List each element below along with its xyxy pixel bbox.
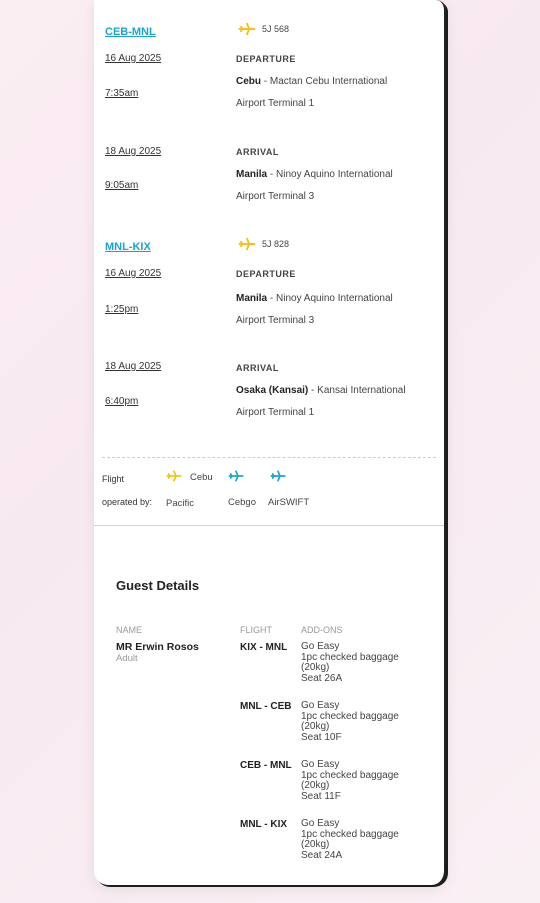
section-divider xyxy=(102,457,436,458)
leg-kind: DEPARTURE xyxy=(236,269,296,279)
addon-item: (20kg) xyxy=(301,780,330,791)
departure-time: 1:25pm xyxy=(105,304,139,315)
airport-name: Osaka (Kansai) - Kansai International xyxy=(236,385,406,396)
carrier-name: AirSWIFT xyxy=(268,497,310,508)
carrier-name: Cebgo xyxy=(228,497,256,508)
addon-item: (20kg) xyxy=(301,662,330,673)
addon-item: 1pc checked baggage xyxy=(301,769,399,781)
flight-code: KIX - MNL xyxy=(240,642,288,653)
airport-terminal: Airport Terminal 1 xyxy=(236,407,315,418)
arrival-date: 18 Aug 2025 xyxy=(105,361,162,372)
plane-icon xyxy=(238,22,256,36)
addons-list xyxy=(301,642,399,684)
addon-item: Go Easy xyxy=(301,759,340,770)
leg-kind: DEPARTURE xyxy=(236,54,296,64)
column-header-name: NAME xyxy=(116,625,143,635)
carrier-name: Pacific xyxy=(166,498,194,509)
plane-icon xyxy=(238,237,256,251)
operated-by-label: operated by: xyxy=(102,497,153,507)
departure-time: 7:35am xyxy=(105,88,139,99)
airport-name: Manila - Ninoy Aquino International xyxy=(236,169,393,180)
addons-list xyxy=(301,760,399,802)
addon-item: Go Easy xyxy=(301,641,340,652)
section-title: Guest Details xyxy=(116,578,200,593)
addon-item: Seat 10F xyxy=(301,731,342,743)
airport-name: Manila - Ninoy Aquino International xyxy=(236,293,393,304)
addon-item: Go Easy xyxy=(301,818,340,829)
flight-number xyxy=(238,237,289,251)
flight-code: MNL - CEB xyxy=(240,701,292,712)
flight-code: CEB - MNL xyxy=(240,760,292,771)
airport-name: Cebu - Mactan Cebu International xyxy=(236,76,388,87)
route-code[interactable]: MNL-KIX xyxy=(105,241,151,253)
addon-item: Go Easy xyxy=(301,700,340,711)
departure-date: 16 Aug 2025 xyxy=(105,53,162,64)
addon-item: 1pc checked baggage xyxy=(301,651,399,663)
addon-item: (20kg) xyxy=(301,721,330,732)
section-divider xyxy=(94,525,444,526)
addon-item: Seat 26A xyxy=(301,672,343,684)
cebu-pacific-logo-icon xyxy=(166,469,182,483)
carrier-name: Cebu xyxy=(190,472,213,483)
addon-item: 1pc checked baggage xyxy=(301,828,399,840)
leg-kind: ARRIVAL xyxy=(236,147,279,157)
flight-label: Flight xyxy=(102,474,125,484)
airport-terminal: Airport Terminal 1 xyxy=(236,98,315,109)
itinerary-card xyxy=(94,0,446,885)
addons-list xyxy=(301,819,399,861)
airport-terminal: Airport Terminal 3 xyxy=(236,315,315,326)
addon-item: 1pc checked baggage xyxy=(301,710,399,722)
arrival-date: 18 Aug 2025 xyxy=(105,146,162,157)
addons-list xyxy=(301,701,399,743)
guest-type: Adult xyxy=(116,653,138,664)
flight-number-text: 5J 828 xyxy=(262,239,290,249)
departure-date: 16 Aug 2025 xyxy=(105,268,162,279)
flight-number-text: 5J 568 xyxy=(262,24,290,34)
column-header-flight: FLIGHT xyxy=(240,625,273,635)
airswift-logo-icon xyxy=(270,469,286,483)
arrival-time: 9:05am xyxy=(105,180,139,191)
addon-item: Seat 11F xyxy=(301,790,341,802)
cebgo-logo-icon xyxy=(228,469,244,483)
column-header-addons: ADD-ONS xyxy=(301,625,343,635)
airport-terminal: Airport Terminal 3 xyxy=(236,191,315,202)
flight-code: MNL - KIX xyxy=(240,819,288,830)
addon-item: (20kg) xyxy=(301,839,330,850)
flight-number xyxy=(238,22,289,36)
arrival-time: 6:40pm xyxy=(105,396,139,407)
route-code[interactable]: CEB-MNL xyxy=(105,26,156,38)
guest-name: MR Erwin Rosos xyxy=(116,641,199,653)
leg-kind: ARRIVAL xyxy=(236,363,279,373)
addon-item: Seat 24A xyxy=(301,849,343,861)
